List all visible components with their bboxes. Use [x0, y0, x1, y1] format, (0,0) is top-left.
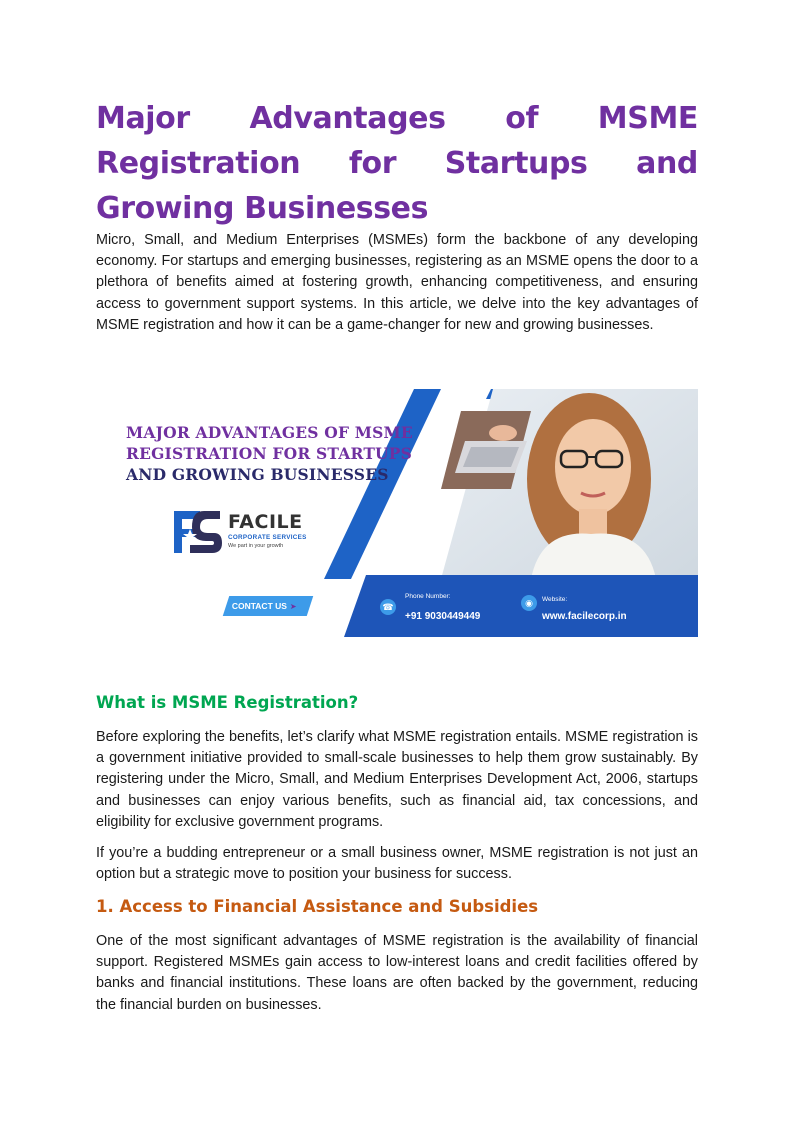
logo-name: FACILE [228, 511, 303, 533]
promo-banner-image [96, 389, 698, 637]
website-url[interactable]: www.facilecorp.in [542, 611, 627, 622]
what-is-msme-paragraph-1: Before exploring the benefits, let’s clarify what MSME registration entails. MSME registration is a government initiative provided to small-scale businesses to help them grow sustainably. By registering under the Micro, Small, and Medium Enterprises Development Act, 2006, startups and businesses can enjoy various benefits, such as financial aid, tax concessions, and eligibility for exclusive government programs. [96, 729, 698, 830]
laptop-calculator-photo [441, 411, 531, 489]
double-chevron-right-icon: ➤ [289, 602, 297, 611]
banner-title [126, 422, 446, 485]
contact-us-button[interactable] [223, 596, 313, 616]
what-is-msme-paragraph-2: If you’re a budding entrepreneur or a small business owner, MSME registration is not just an option but a strategic move to position your business for success. [96, 845, 698, 883]
section-heading-financial-assistance: 1. Access to Financial Assistance and Subsidies [96, 897, 539, 916]
phone-number: +91 9030449449 [405, 611, 481, 622]
document-title: Major Advantages of MSME Registration for Startups and Growing Businesses [96, 101, 698, 226]
facile-logo-icon [170, 507, 224, 557]
logo-subtitle: CORPORATE SERVICES [228, 534, 307, 541]
banner-title-line-1: MAJOR ADVANTAGES OF MSME [126, 423, 413, 442]
phone-label: Phone Number: [405, 593, 451, 600]
globe-icon: ◉ [521, 595, 537, 611]
banner-title-line-2: REGISTRATION FOR STARTUPS [126, 444, 413, 463]
contact-us-label: CONTACT US [231, 601, 287, 611]
banner-title-line-3: AND GROWING BUSINESSES [126, 465, 389, 484]
financial-assistance-paragraph: One of the most significant advantages of MSME registration is the availability of financial support. Registered MSMEs gain access to low-interest loans and credit facilities offered by banks and financial institutions. These loans are often backed by the government, reducing the financial burden on businesses. [96, 933, 698, 1013]
facile-logo [170, 507, 320, 557]
section-heading-what-is-msme: What is MSME Registration? [96, 693, 359, 712]
phone-icon: ☎ [380, 599, 396, 615]
website-label: Website: [542, 596, 568, 603]
intro-paragraph: Micro, Small, and Medium Enterprises (MSMEs) form the backbone of any developing economy. For startups and emerging businesses, registering as an MSME opens the door to a plethora of benefits aimed at fostering growth, enhancing competitiveness, and ensuring access to government support systems. In this article, we delve into the key advantages of MSME registration and how it can be a game-changer for new and growing businesses. [96, 232, 698, 333]
logo-tagline: We part in your growth [228, 543, 284, 549]
